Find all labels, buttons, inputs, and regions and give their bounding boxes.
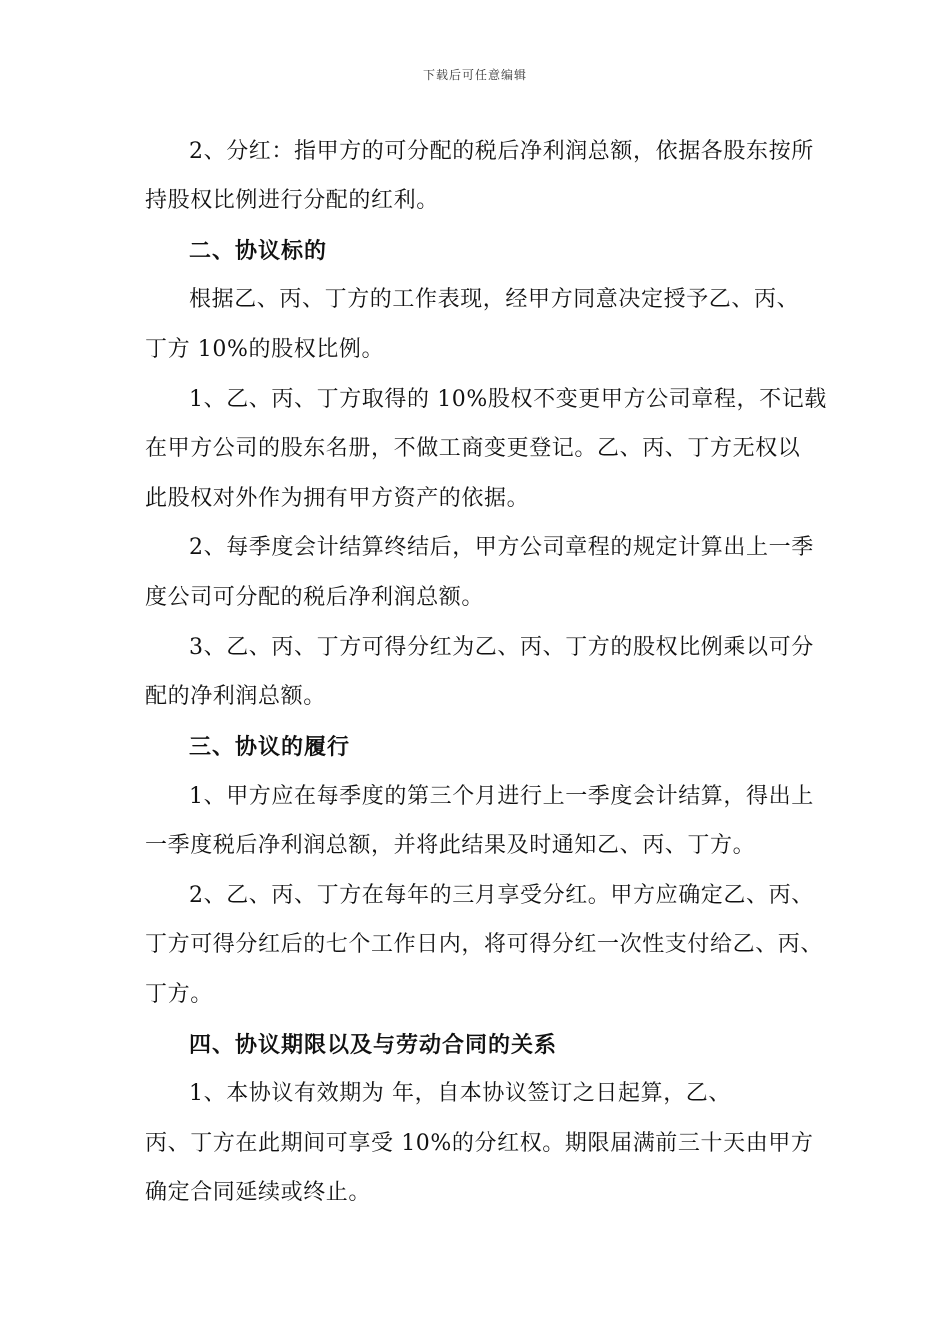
paragraph-line: 1、甲方应在每季度的第三个月进行上一季度会计结算，得出上 — [189, 784, 814, 809]
paragraph-line: 1、本协议有效期为 年，自本协议签订之日起算，乙、 — [189, 1081, 731, 1106]
paragraph-line: 持股权比例进行分配的红利。 — [145, 188, 439, 213]
paragraph-line: 2、分红：指甲方的可分配的税后净利润总额，依据各股东按所 — [189, 139, 814, 164]
paragraph-line: 丙、丁方在此期间可享受 10%的分红权。期限届满前三十天由甲方 — [145, 1131, 814, 1156]
section-heading: 二、协议标的 — [189, 238, 328, 264]
paragraph-line: 一季度税后净利润总额，并将此结果及时通知乙、丙、丁方。 — [145, 833, 756, 858]
paragraph-line: 2、乙、丙、丁方在每年的三月享受分红。甲方应确定乙、丙、 — [189, 883, 814, 908]
paragraph-line: 2、每季度会计结算终结后，甲方公司章程的规定计算出上一季 — [189, 535, 814, 560]
paragraph-line: 度公司可分配的税后净利润总额。 — [145, 585, 485, 610]
paragraph-line: 丁方。 — [145, 982, 213, 1007]
paragraph-line: 此股权对外作为拥有甲方资产的依据。 — [145, 486, 530, 511]
section-heading: 四、协议期限以及与劳动合同的关系 — [189, 1032, 558, 1058]
paragraph-line: 1、乙、丙、丁方取得的 10%股权不变更甲方公司章程，不记载 — [189, 387, 827, 412]
paragraph-line: 丁方 10%的股权比例。 — [145, 337, 385, 362]
section-heading: 三、协议的履行 — [189, 734, 351, 760]
paragraph-line: 配的净利润总额。 — [145, 684, 326, 709]
paragraph-line: 3、乙、丙、丁方可得分红为乙、丙、丁方的股权比例乘以可分 — [189, 635, 814, 660]
paragraph-line: 丁方可得分红后的七个工作日内，将可得分红一次性支付给乙、丙、 — [145, 932, 824, 957]
paragraph-line: 根据乙、丙、丁方的工作表现，经甲方同意决定授予乙、丙、 — [189, 287, 800, 312]
page-header: 下载后可任意编辑 — [422, 68, 527, 82]
paragraph-line: 确定合同延续或终止。 — [145, 1180, 372, 1205]
paragraph-line: 在甲方公司的股东名册，不做工商变更登记。乙、丙、丁方无权以 — [145, 436, 801, 461]
